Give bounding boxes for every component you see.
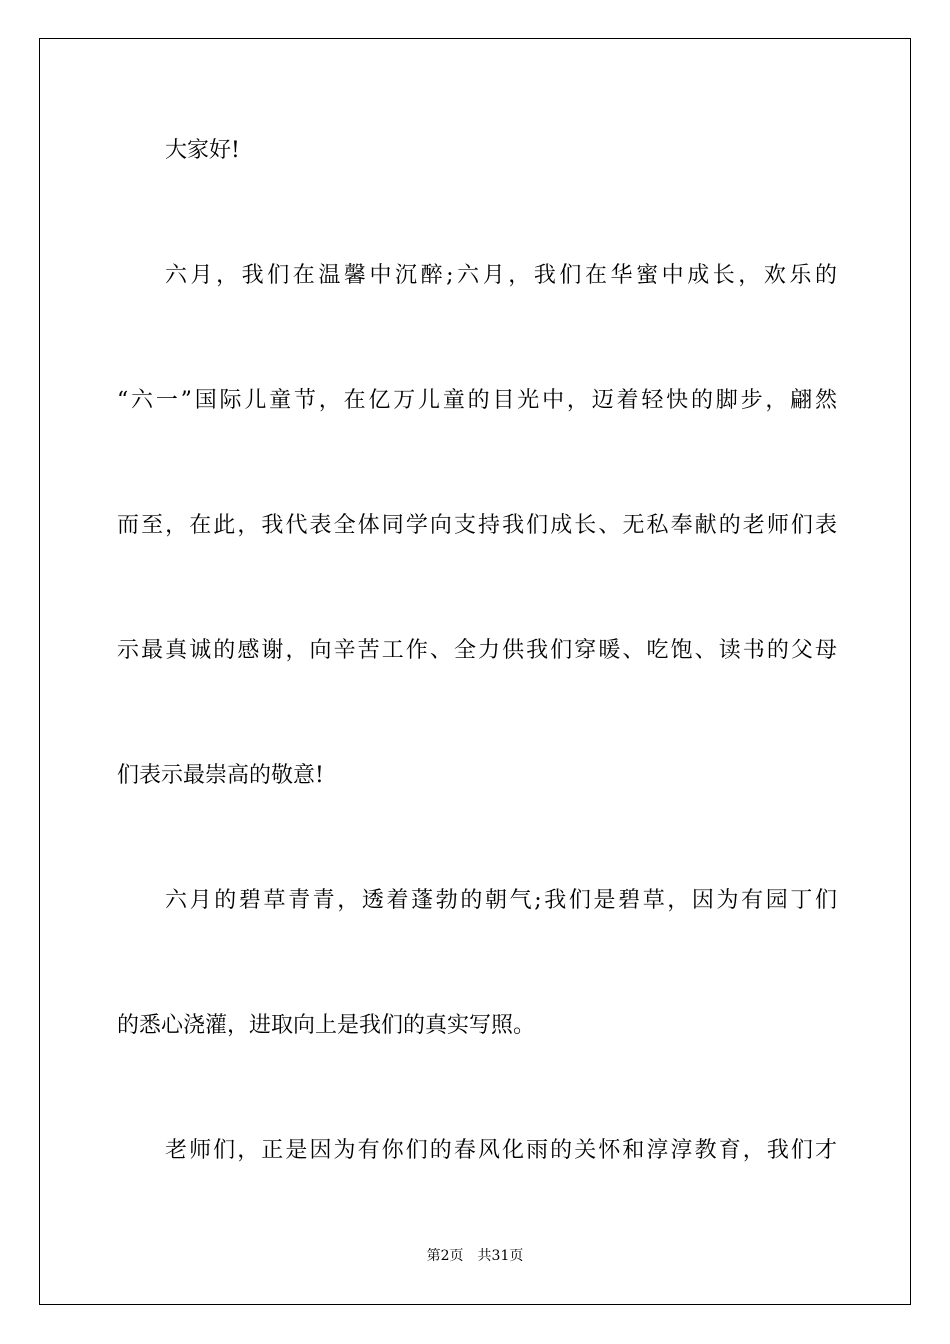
paragraph-3-line-1: 老师们，正是因为有你们的春风化雨的关怀和淳淳教育，我们才	[165, 1138, 837, 1163]
page-frame	[39, 38, 911, 1305]
paragraph-1-line-5: 们表示最崇高的敬意!	[117, 763, 324, 788]
paragraph-2-line-1: 六月的碧草青青，透着蓬勃的朝气;我们是碧草，因为有园丁们	[165, 888, 837, 913]
paragraph-2-line-2: 的悉心浇灌，进取向上是我们的真实写照。	[117, 1013, 536, 1038]
page-footer	[0, 1247, 950, 1265]
page-total: 共31页	[477, 1248, 524, 1264]
paragraph-1-line-1: 六月，我们在温馨中沉醉;六月，我们在华蜜中成长，欢乐的	[165, 263, 837, 288]
paragraph-1-line-4: 示最真诚的感谢，向辛苦工作、全力供我们穿暖、吃饱、读书的父母	[117, 638, 837, 663]
page-number: 第2页	[426, 1248, 464, 1264]
greeting-line: 大家好!	[165, 138, 240, 163]
paragraph-1-line-2: “六一”国际儿童节，在亿万儿童的目光中，迈着轻快的脚步，翩然	[117, 388, 837, 413]
paragraph-1-line-3: 而至，在此，我代表全体同学向支持我们成长、无私奉献的老师们表	[117, 513, 837, 538]
